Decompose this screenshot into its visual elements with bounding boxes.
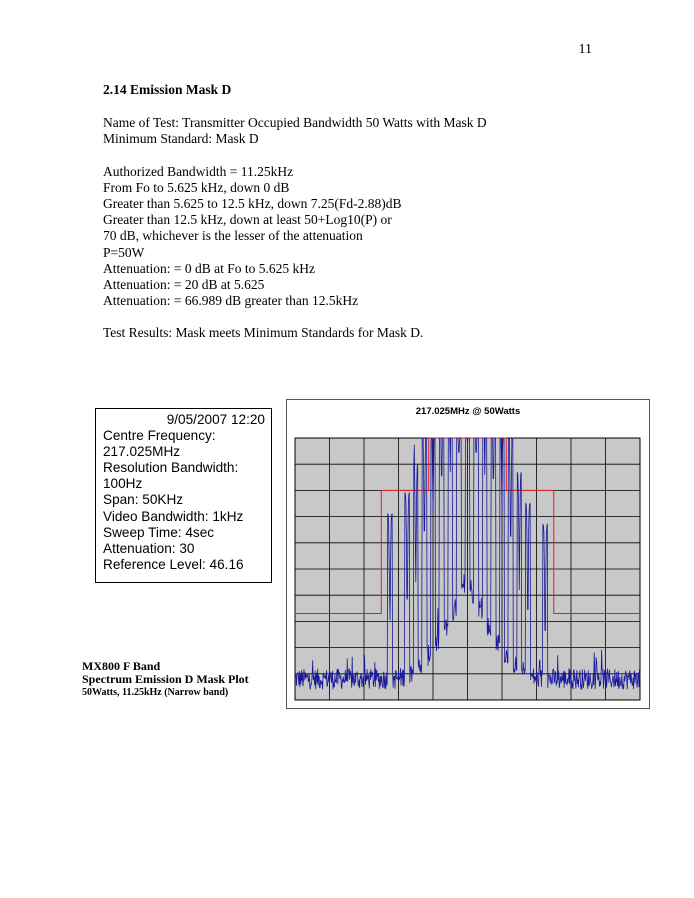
analyzer-setting-line: Attenuation: 30 [103,540,195,556]
chart-title: 217.025MHz @ 50Watts [415,406,521,417]
spec-line: From Fo to 5.625 kHz, down 0 dB [103,179,290,195]
caption-subtitle: 50Watts, 11.25kHz (Narrow band) [82,687,229,698]
analyzer-setting-line: Video Bandwidth: 1kHz [103,508,244,524]
spec-line: Attenuation: = 66.989 dB greater than 12.5kHz [103,293,359,309]
specification-block [103,164,623,310]
analyzer-setting-line: 100Hz [103,476,143,492]
spec-line: Greater than 5.625 to 12.5 kHz, down 7.25(Fd-2.88)dB [103,196,402,212]
analyzer-setting-line: Reference Level: 46.16 [103,556,244,572]
spectrum-chart-svg [287,400,649,708]
figure-caption [82,660,249,699]
spec-line: Greater than 12.5 kHz, down at least 50+Log10(P) or [103,212,392,228]
caption-title: Spectrum Emission D Mask Plot [82,672,249,686]
spec-line: 70 dB, whichever is the lesser of the attenuation [103,228,363,244]
spec-line: Attenuation: = 20 dB at 5.625 [103,277,265,293]
section-title: 2.14 Emission Mask D [103,82,232,97]
analyzer-setting-line: Resolution Bandwidth: [103,460,239,476]
analyzer-settings-box [95,408,272,583]
page-number: 11 [578,42,592,57]
spec-line: Attenuation: = 0 dB at Fo to 5.625 kHz [103,260,315,276]
spectrum-plot [286,399,650,709]
analyzer-setting-line: Sweep Time: 4sec [103,524,215,540]
minimum-standard-line: Minimum Standard: Mask D [103,131,259,147]
analyzer-timestamp: 9/05/2007 12:20 [166,412,265,427]
spec-line: P=50W [103,244,145,260]
test-result-line: Test Results: Mask meets Minimum Standards for Mask D. [103,325,424,341]
analyzer-setting-line: 217.025MHz [103,444,181,460]
analyzer-setting-line: Centre Frequency: [103,428,216,444]
spec-line: Authorized Bandwidth = 11.25kHz [103,163,294,179]
analyzer-setting-line: Span: 50KHz [103,492,184,508]
test-name-line: Name of Test: Transmitter Occupied Bandwidth 50 Watts with Mask D [103,115,487,131]
test-section [103,82,623,358]
caption-model: MX800 F Band [82,659,161,673]
test-name-block [103,115,623,147]
test-result [103,325,623,341]
